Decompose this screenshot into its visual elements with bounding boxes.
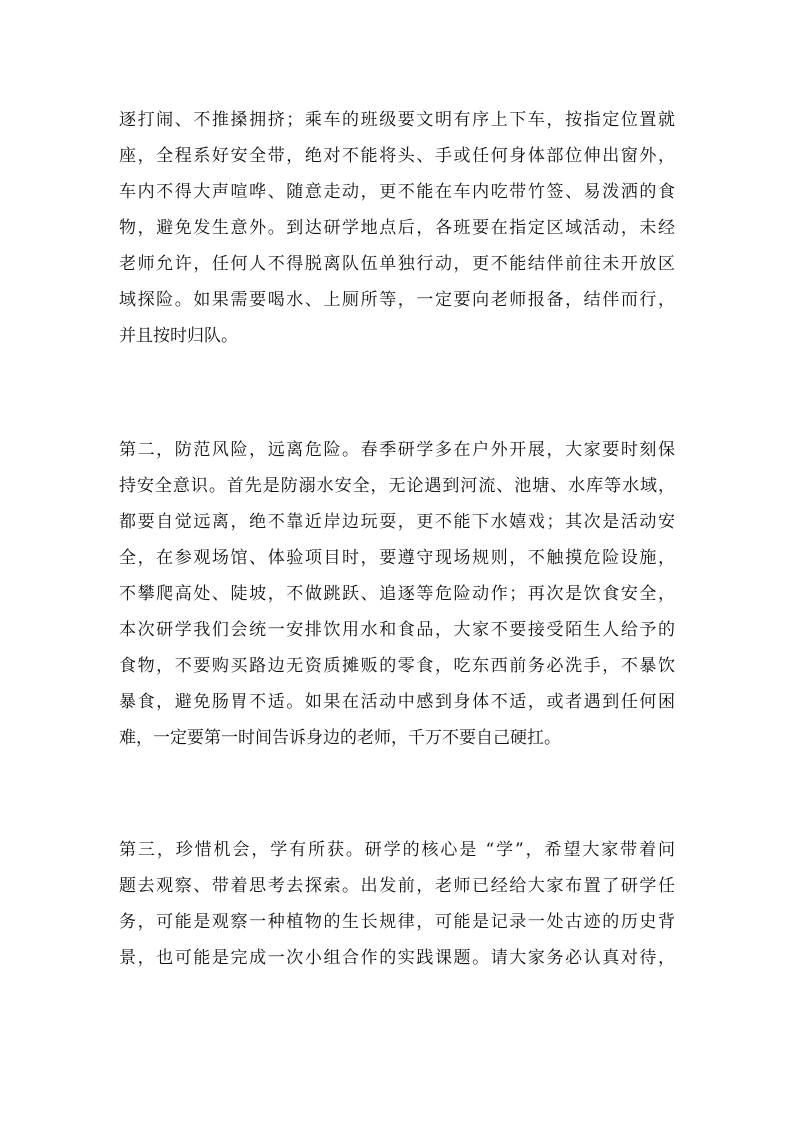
text-line: 都要自觉远离，绝不靠近岸边玩耍，更不能下水嬉戏；其次是活动安 (119, 512, 675, 532)
text-line: 务，可能是观察一种植物的生长规律，可能是记录一处古迹的历史背 (119, 912, 675, 932)
text-line: 景，也可能是完成一次小组合作的实践课题。请大家务必认真对待， (119, 948, 675, 968)
text-line: 物，避免发生意外。到达研学地点后，各班要在指定区域活动，未经 (119, 218, 675, 238)
paragraph-risk-prevention (119, 432, 675, 756)
paragraph-safety-conduct (119, 102, 675, 354)
text-line: 难，一定要第一时间告诉身边的老师，千万不要自己硬扛。 (119, 728, 561, 748)
text-line: 暴食，避免肠胃不适。如果在活动中感到身体不适，或者遇到任何困 (119, 692, 675, 712)
text-line: 食物，不要购买路边无资质摊贩的零食，吃东西前务必洗手，不暴饮 (119, 656, 675, 676)
text-line: 本次研学我们会统一安排饮用水和食品，大家不要接受陌生人给予的 (119, 620, 675, 640)
paragraph-learning-opportunity (119, 832, 675, 976)
text-line: 逐打闹、不推搡拥挤；乘车的班级要文明有序上下车，按指定位置就 (119, 110, 675, 130)
text-line: 老师允许，任何人不得脱离队伍单独行动，更不能结伴前往未开放区 (119, 254, 675, 274)
text-line: 域探险。如果需要喝水、上厕所等，一定要向老师报备，结伴而行， (119, 290, 675, 310)
text-line: 并且按时归队。 (119, 326, 238, 346)
text-line: 题去观察、带着思考去探索。出发前，老师已经给大家布置了研学任 (119, 876, 675, 896)
text-line: 不攀爬高处、陡坡，不做跳跃、追逐等危险动作；再次是饮食安全， (119, 584, 675, 604)
text-line: 第三，珍惜机会，学有所获。研学的核心是 “学”，希望大家带着问 (119, 840, 675, 860)
text-line: 持安全意识。首先是防溺水安全，无论遇到河流、池塘、水库等水域， (119, 476, 675, 496)
text-line: 车内不得大声喧哗、随意走动，更不能在车内吃带竹签、易泼洒的食 (119, 182, 675, 202)
text-line: 座，全程系好安全带，绝对不能将头、手或任何身体部位伸出窗外， (119, 146, 675, 166)
text-line: 全，在参观场馆、体验项目时，要遵守现场规则，不触摸危险设施， (119, 548, 675, 568)
text-line: 第二，防范风险，远离危险。春季研学多在户外开展，大家要时刻保 (119, 440, 675, 460)
